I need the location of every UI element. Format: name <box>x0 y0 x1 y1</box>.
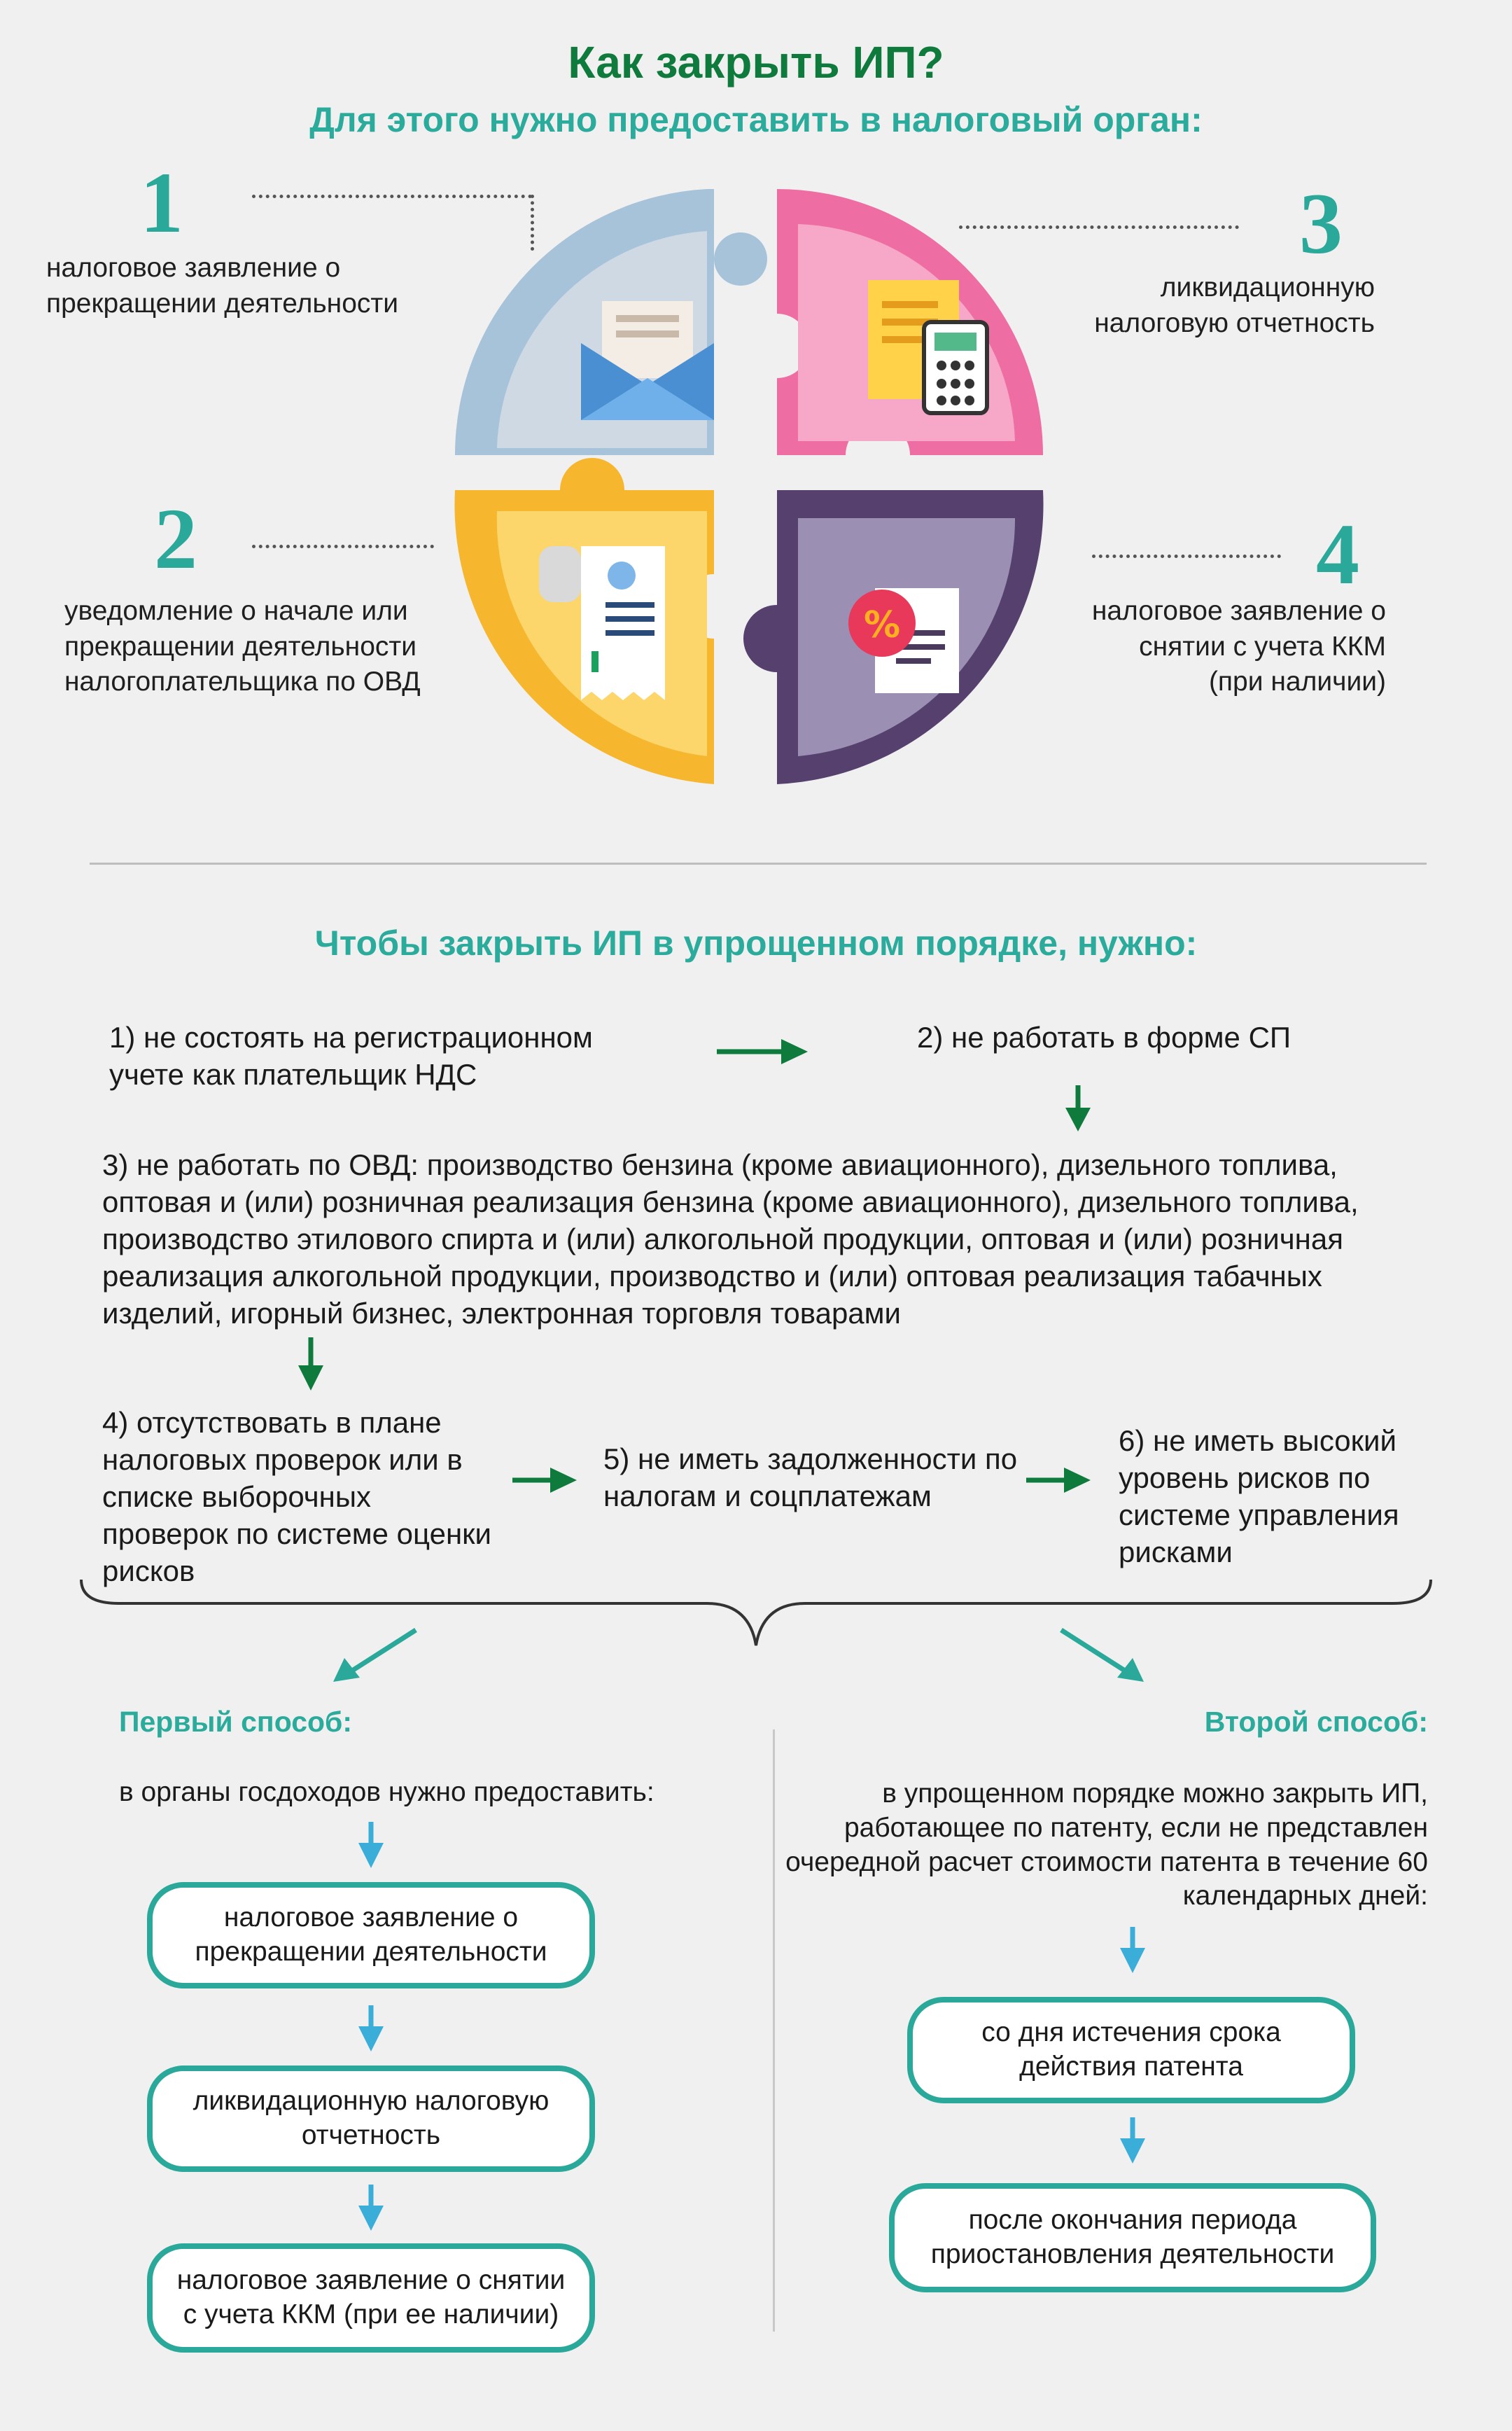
arrow-down-icon <box>294 1336 328 1392</box>
doc-text-4: налоговое заявление о снятии с учета ККМ (при наличии) <box>1091 596 1386 697</box>
section-divider <box>90 863 1427 865</box>
methods-separator <box>773 1729 775 2332</box>
arrow-down-icon <box>1117 1925 1148 1974</box>
condition-1: 1) не состоять на регистрационном учете как плательщик НДС <box>109 1021 593 1091</box>
arrow-down-icon <box>356 1820 386 1869</box>
second-step-2: после окончания периода приостановления деятельности <box>889 2183 1376 2292</box>
condition-3: 3) не работать по ОВД: производство бензина (кроме авиационного), дизельного топлива, оптовая и (или) розничная реализация бензина (кроме авиационного), дизельного топлива, производство этилового спирта и (или) алкогольной продукции, оптовая и (или) розничная реализация алкогольной продукции, производство и (или) оптовая реализация табачных изделий, игорный бизнес, электронная торговля товарами <box>102 1148 1359 1330</box>
doc-number-4: 4 <box>1316 506 1359 602</box>
connector-3 <box>959 225 1239 229</box>
arrow-right-icon <box>714 1035 812 1068</box>
first-method-intro: в органы госдоходов нужно предоставить: <box>119 1777 654 1807</box>
arrow-down-icon <box>356 2183 386 2232</box>
brace <box>77 1575 1435 1659</box>
second-step-1: со дня истечения срока действия патента <box>907 1997 1355 2103</box>
arrow-down-left-icon <box>329 1626 420 1685</box>
connector-1-vertical <box>531 195 534 251</box>
condition-6: 6) не иметь высокий уровень рисков по системе управления рисками <box>1119 1424 1399 1568</box>
doc-number-3: 3 <box>1299 176 1343 272</box>
connector-4 <box>1092 555 1281 558</box>
doc-text-3: ликвидационную налоговую отчетность <box>1094 272 1375 338</box>
first-step-1: налоговое заявление о прекращении деятельности <box>147 1882 595 1988</box>
condition-2: 2) не работать в форме СП <box>917 1021 1292 1054</box>
first-step-2: ликвидационную налоговую отчетность <box>147 2066 595 2172</box>
svg-text:%: % <box>863 604 901 646</box>
connector-1 <box>252 195 532 198</box>
connector-2 <box>252 545 434 548</box>
arrow-right-icon <box>1023 1463 1093 1497</box>
simplified-title: Чтобы закрыть ИП в упрощенном порядке, нужно: <box>314 924 1198 963</box>
puzzle-graphic <box>434 182 1064 798</box>
page-subtitle: Для этого нужно предоставить в налоговый орган: <box>309 100 1203 139</box>
arrow-down-right-icon <box>1057 1626 1148 1685</box>
arrow-down-icon <box>1117 2116 1148 2165</box>
arrow-right-icon <box>510 1463 580 1497</box>
doc-text-1: налоговое заявление о прекращении деятельности <box>46 253 399 319</box>
second-method-title: Второй способ: <box>1204 1706 1428 1738</box>
doc-number-1: 1 <box>140 155 183 251</box>
first-method-title: Первый способ: <box>119 1706 353 1738</box>
first-step-3: налоговое заявление о снятии с учета ККМ (при ее наличии) <box>147 2243 595 2353</box>
arrow-down-icon <box>1061 1084 1095 1133</box>
arrow-down-icon <box>356 2004 386 2053</box>
second-method-intro: в упрощенном порядке можно закрыть ИП, работающее по патенту, если не представлен очередной расчет стоимости патента в течение 60 календарных дней: <box>785 1778 1428 1911</box>
condition-5: 5) не иметь задолженности по налогам и соцплатежам <box>603 1442 1018 1512</box>
page-title: Как закрыть ИП? <box>568 37 944 88</box>
doc-number-2: 2 <box>154 491 197 587</box>
doc-text-2: уведомление о начале или прекращении деятельности налогоплательщика по ОВД <box>64 596 421 697</box>
condition-4: 4) отсутствовать в плане налоговых проверок или в списке выборочных проверок по системе оценки рисков <box>102 1406 492 1587</box>
